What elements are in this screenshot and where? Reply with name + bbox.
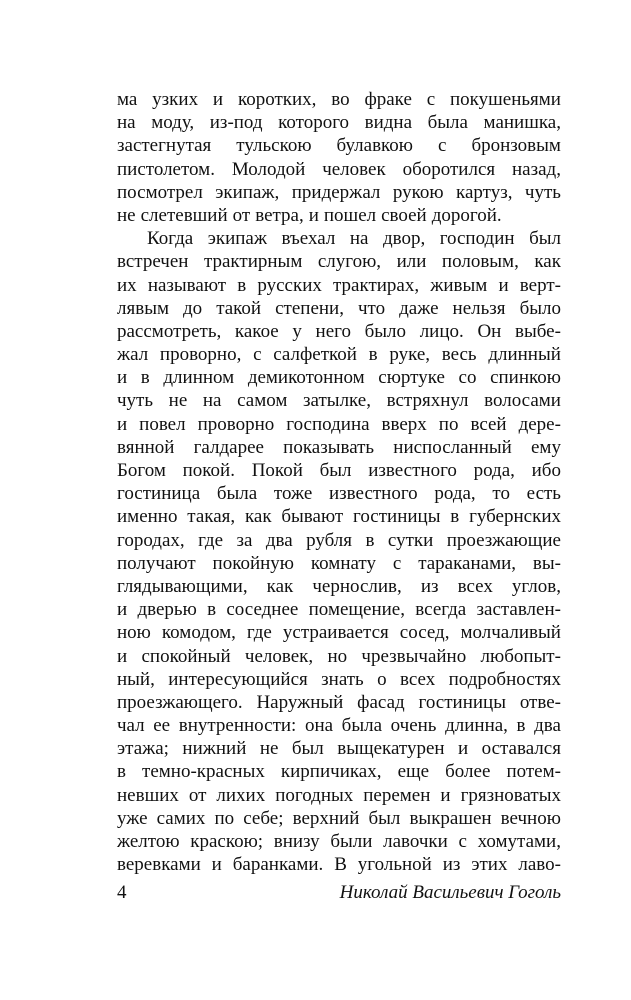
text-line: и в длинном демикотонном сюртуке со спинкою: [117, 367, 561, 389]
text-line: веревками и баранками. В угольной из этих лаво-: [117, 854, 561, 876]
text-line: и повел проворно господина вверх по всей дере-: [117, 413, 561, 435]
text-line: и дверью в соседнее помещение, всегда заставлен-: [117, 599, 561, 621]
paragraph: [117, 88, 561, 227]
text-line: и спокойный человек, но чрезвычайно любопыт-: [117, 645, 561, 667]
text-line: чал ее внутренности: она была очень длинна, в два: [117, 715, 561, 737]
text-line: вянной галдарее показывать ниспосланный ему: [117, 436, 561, 458]
text-line: невших от лихих погодных перемен и грязноватых: [117, 784, 561, 806]
page-footer: [117, 882, 561, 904]
text-line: жал проворно, с салфеткой в руке, весь длинный: [117, 344, 561, 366]
text-line: ною комодом, где устраивается сосед, молчаливый: [117, 622, 561, 644]
text-line: городах, где за два рубля в сутки проезжающие: [117, 529, 561, 551]
running-footer-author: Николай Васильевич Гоголь: [339, 882, 561, 903]
text-line: в темно-красных кирпичиках, еще более потем-: [117, 761, 561, 783]
text-block: [117, 88, 561, 876]
text-line: застегнутая тульскою булавкою с бронзовым: [117, 135, 561, 157]
text-line: посмотрел экипаж, придержал рукою картуз, чуть: [117, 181, 561, 203]
text-line: проезжающего. Наружный фасад гостиницы отве-: [117, 691, 561, 713]
text-line: на моду, из-под которого видна была манишка,: [117, 112, 561, 134]
text-line: чуть не на самом затылке, встряхнул волосами: [117, 390, 561, 412]
text-line: гостиница была тоже известного рода, то есть: [117, 483, 561, 505]
page-body: [117, 88, 561, 876]
text-line: рассмотреть, какое у него было лицо. Он выбе-: [117, 320, 561, 342]
paragraph: [117, 227, 561, 876]
text-line: их называют в русских трактирах, живым и верт-: [117, 274, 561, 296]
text-line: получают покойную комнату с тараканами, вы-: [117, 552, 561, 574]
page-number: 4: [117, 882, 127, 903]
text-line: ный, интересующийся знать о всех подробностях: [117, 668, 561, 690]
text-line: лявым до такой степени, что даже нельзя было: [117, 297, 561, 319]
text-line: ма узких и коротких, во фраке с покушеньями: [117, 89, 561, 110]
text-line: глядывающими, как чернослив, из всех углов,: [117, 575, 561, 597]
text-line: встречен трактирным слугою, или половым, как: [117, 251, 561, 273]
text-line: Богом покой. Покой был известного рода, ибо: [117, 460, 561, 481]
text-line: желтою краскою; внизу были лавочки с хомутами,: [117, 831, 561, 852]
text-line: Когда экипаж въехал на двор, господин был: [147, 228, 561, 250]
text-line: не слетевший от ветра, и пошел своей дорогой.: [117, 204, 502, 226]
text-line: именно такая, как бывают гостиницы в губернских: [117, 506, 561, 528]
text-line: пистолетом. Молодой человек оборотился назад,: [117, 158, 561, 180]
text-line: этажа; нижний не был выщекатурен и оставался: [117, 738, 561, 760]
text-line: уже самих по себе; верхний был выкрашен вечною: [117, 807, 561, 829]
